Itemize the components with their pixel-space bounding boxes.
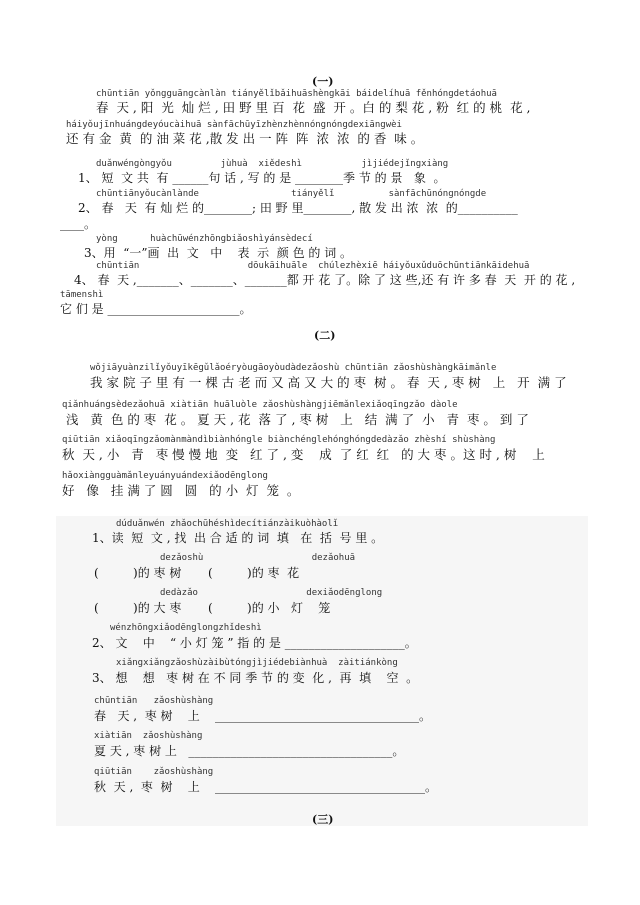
pinyin-line: yòng huàchūwénzhōngbiǎoshìyánsèdecí	[96, 234, 313, 244]
answer-line-summer: 夏 天 , 枣 树 上 __________________________________。	[94, 744, 405, 758]
pinyin-line: chūntiānyǒucànlànde tiányělǐ sànfāchūnóngnóngde	[96, 189, 487, 199]
pinyin-line: dezǎoshù dezǎohuā	[160, 553, 356, 563]
pinyin-line: dedàzǎo dexiǎodēnglong	[160, 588, 383, 598]
pinyin-line: hǎoxiàngguàmǎnleyuányuándexiǎodēnglong	[62, 471, 268, 481]
answer-line-autumn: 秋 天 , 枣 树 上 ___________________________________。	[94, 780, 438, 794]
section-heading-2: (二)	[314, 329, 336, 342]
question-2-continued: ____。	[60, 217, 97, 231]
section-heading-1: (一)	[312, 75, 334, 88]
pinyin-line: xiǎngxiǎngzǎoshùzàibùtóngjìjiédebiànhuà zàitiánkòng	[116, 658, 398, 668]
pinyin-line: qiūtiān xiǎoqīngzǎomànmàndìbiànhóngle biànchénglehónghóngdedàzǎo zhèshí shùshàng	[62, 435, 496, 445]
question-3: 3、 想 想 枣 树 在 不 同 季 节 的 变 化 , 再 填 空 。	[92, 671, 419, 685]
pinyin-line: háiyǒujīnhuángdeyóucàihuā sànfāchūyīzhènzhènnóngnóngdexiāngwèi	[66, 120, 402, 130]
pinyin-line: wǒjiāyuànzilǐyǒuyīkēgǔlǎoéryòugāoyòudàdezǎoshù chūntiān zǎoshùshàngkāimǎnle	[90, 363, 497, 373]
question-2: 2、 文 中 “ 小 灯 笼 ” 指 的 是 ____________________。	[92, 636, 417, 650]
pinyin-line: chūntiān yǒngguāngcànlàn tiányělǐbǎihuāshèngkāi báidelíhuā fěnhóngdetáohuā	[96, 89, 497, 99]
passage-line: 我 家 院 子 里 有 一 棵 古 老 而 又 高 又 大 的 枣 树 。 春 天 , 枣 树 上 开 满 了	[90, 375, 567, 390]
pinyin-line: tāmenshì	[60, 290, 104, 300]
pinyin-line: chūntiān zǎoshùshàng	[94, 696, 214, 706]
passage-line: 还 有 金 黄 的 油 菜 花 ,散 发 出 一 阵 阵 浓 浓 的 香 味 。	[66, 131, 424, 146]
fill-in-row-1: ( )的 枣 树 ( )的 枣 花	[94, 566, 300, 580]
pinyin-line: qiūtiān zǎoshùshàng	[94, 767, 214, 777]
pinyin-line: dúduǎnwén zhǎochūhéshìdecítiánzàikuòhàolǐ	[116, 519, 339, 529]
passage-line: 好 像 挂 满 了 圆 圆 的 小 灯 笼 。	[62, 483, 300, 498]
question-1: 1、 短 文 共 有 ______句 话 , 写 的 是 ________季 节 的 景 象 。	[78, 171, 446, 185]
fill-in-row-2: ( )的 大 枣 ( )的 小 灯 笼	[94, 601, 331, 615]
pinyin-line: xiàtiān zǎoshùshàng	[94, 731, 203, 741]
answer-line-spring: 春 天 , 枣 树 上 __________________________________。	[94, 709, 432, 723]
question-4-continued: 它 们 是 ______________________。	[60, 302, 252, 316]
section-heading-3: (三)	[312, 813, 334, 826]
pinyin-line: chūntiān dōukāihuāle chúlezhèxiē háiyǒuxǔduōchūntiānkāidehuā	[96, 261, 530, 271]
pinyin-line: duǎnwéngòngyǒu jùhuà xiědeshì jìjiédejǐngxiàng	[96, 159, 449, 169]
pinyin-line: qiǎnhuángsèdezǎohuā xiàtiān huāluòle zǎoshùshàngjiēmǎnlexiǎoqīngzǎo dàole	[62, 400, 458, 410]
question-1: 1、读 短 文 , 找 出 合 适 的 词 填 在 括 号 里 。	[92, 531, 384, 545]
question-4: 4、 春 天 ,_______、_______、_______都 开 花 了。除 了 这 些,还 有 许 多 春 天 开 的 花 ,	[74, 273, 576, 287]
pinyin-line: wénzhōngxiǎodēnglongzhǐdeshì	[110, 623, 262, 633]
passage-line: 秋 天 , 小 青 枣 慢 慢 地 变 红 了 , 变 成 了 红 红 的 大 枣 。这 时 , 树 上	[62, 447, 545, 462]
question-3: 3、用 “一”画 出 文 中 表 示 颜 色 的 词 。	[84, 246, 353, 260]
passage-line: 浅 黄 色 的 枣 花 。 夏 天 , 花 落 了 , 枣 树 上 结 满 了 小 青 枣 。 到 了	[62, 412, 529, 427]
passage-line: 春 天 , 阳 光 灿 烂 , 田 野 里 百 花 盛 开 。白 的 梨 花 , 粉 红 的 桃 花 ,	[96, 100, 531, 115]
question-2: 2、 春 天 有 灿 烂 的________; 田 野 里________, 散 发 出 浓 浓 的__________	[78, 201, 518, 215]
